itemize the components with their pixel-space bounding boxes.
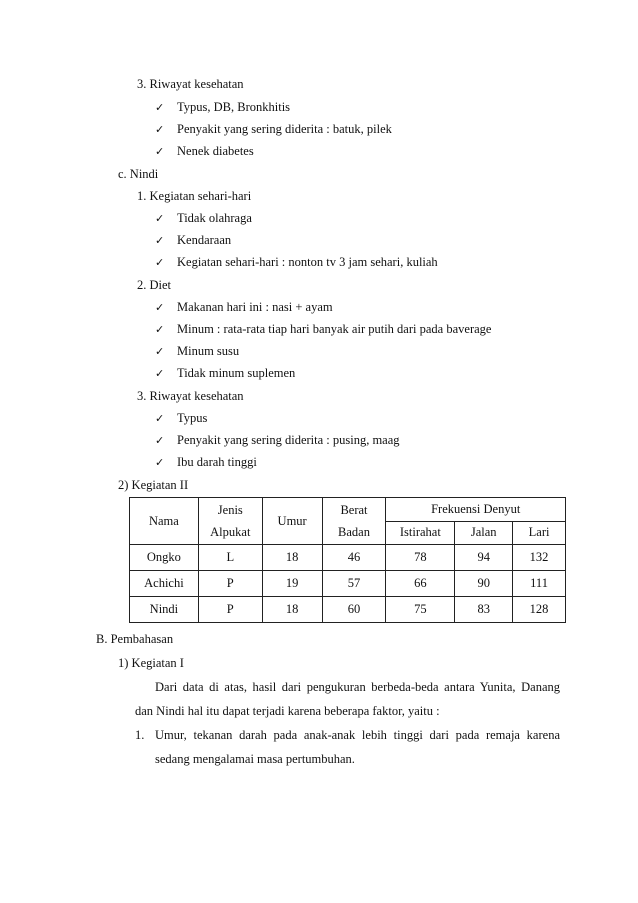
table-cell: 18 — [262, 545, 322, 571]
kegiatan-i-heading: 1) Kegiatan I — [118, 656, 184, 670]
list-item: ✓ Typus — [155, 411, 208, 425]
list-item: ✓ Ibu darah tinggi — [155, 455, 257, 469]
checkmark-icon: ✓ — [155, 123, 165, 136]
pembahasan-heading: B. Pembahasan — [96, 632, 174, 646]
table-cell: 132 — [513, 545, 566, 571]
paragraph-line: Umur, tekanan darah pada anak-anak lebih tinggi dari pada remaja karena — [155, 728, 560, 742]
header-jalan: Jalan — [455, 521, 513, 545]
checkmark-icon: ✓ — [155, 212, 165, 225]
table-cell: Ongko — [130, 545, 199, 571]
checkmark-icon: ✓ — [155, 145, 165, 158]
list-item: ✓ Tidak olahraga — [155, 211, 252, 225]
table-cell: P — [198, 597, 262, 623]
table-cell: 83 — [455, 597, 513, 623]
table-cell: Nindi — [130, 597, 199, 623]
nindi-heading: c. Nindi — [118, 167, 159, 181]
table-cell: 18 — [262, 597, 322, 623]
table-cell: P — [198, 571, 262, 597]
checkmark-icon: ✓ — [155, 301, 165, 314]
checkmark-icon: ✓ — [155, 456, 165, 469]
list-item: ✓ Minum susu — [155, 344, 240, 358]
header-umur: Umur — [262, 498, 322, 545]
list-item: ✓ Penyakit yang sering diderita : batuk, pilek — [155, 122, 392, 136]
riwayat-kesehatan-heading: 3. Riwayat kesehatan — [137, 77, 244, 91]
table-cell: 57 — [322, 571, 386, 597]
table-header-row — [130, 498, 566, 522]
kegiatan-ii-heading: 2) Kegiatan II — [118, 478, 189, 492]
table-cell: Achichi — [130, 571, 199, 597]
riwayat-kesehatan-heading: 3. Riwayat kesehatan — [137, 389, 244, 403]
point-number: 1. — [135, 728, 145, 742]
checkmark-icon: ✓ — [155, 412, 165, 425]
table-cell: 60 — [322, 597, 386, 623]
table-row — [130, 597, 566, 623]
checkmark-icon: ✓ — [155, 256, 165, 269]
list-item: ✓ Typus, DB, Bronkhitis — [155, 100, 291, 114]
diet-heading: 2. Diet — [137, 278, 172, 292]
checkmark-icon: ✓ — [155, 234, 165, 247]
table-cell: 75 — [386, 597, 455, 623]
table-cell: 46 — [322, 545, 386, 571]
checkmark-icon: ✓ — [155, 345, 165, 358]
header-nama: Nama — [130, 498, 199, 545]
header-istirahat: Istirahat — [386, 521, 455, 545]
list-item: ✓ Makanan hari ini : nasi + ayam — [155, 300, 333, 314]
table-cell: 128 — [513, 597, 566, 623]
paragraph-line: Dari data di atas, hasil dari pengukuran berbeda-beda antara Yunita, Danang — [155, 680, 560, 694]
header-berat: Berat Badan — [322, 498, 386, 545]
table-cell: 111 — [513, 571, 566, 597]
paragraph-line: dan Nindi hal itu dapat terjadi karena beberapa faktor, yaitu : — [135, 704, 440, 718]
checkmark-icon: ✓ — [155, 101, 165, 114]
checkmark-icon: ✓ — [155, 367, 165, 380]
list-item: ✓ Nenek diabetes — [155, 144, 254, 158]
table-row — [130, 571, 566, 597]
table-cell: L — [198, 545, 262, 571]
list-item: ✓ Kendaraan — [155, 233, 232, 247]
header-frekuensi: Frekuensi Denyut — [386, 498, 566, 522]
kegiatan-heading: 1. Kegiatan sehari-hari — [137, 189, 252, 203]
header-jenis: Jenis Alpukat — [198, 498, 262, 545]
table-cell: 90 — [455, 571, 513, 597]
list-item: ✓ Penyakit yang sering diderita : pusing, maag — [155, 433, 400, 447]
list-item: ✓ Kegiatan sehari-hari : nonton tv 3 jam sehari, kuliah — [155, 255, 438, 269]
data-table — [129, 497, 566, 623]
checkmark-icon: ✓ — [155, 323, 165, 336]
table-cell: 78 — [386, 545, 455, 571]
table-cell: 19 — [262, 571, 322, 597]
header-lari: Lari — [513, 521, 566, 545]
table-cell: 66 — [386, 571, 455, 597]
list-item: ✓ Tidak minum suplemen — [155, 366, 296, 380]
paragraph-line: sedang mengalamai masa pertumbuhan. — [155, 752, 355, 766]
checkmark-icon: ✓ — [155, 434, 165, 447]
list-item: ✓ Minum : rata-rata tiap hari banyak air putih dari pada baverage — [155, 322, 492, 336]
table-cell: 94 — [455, 545, 513, 571]
table-row — [130, 545, 566, 571]
